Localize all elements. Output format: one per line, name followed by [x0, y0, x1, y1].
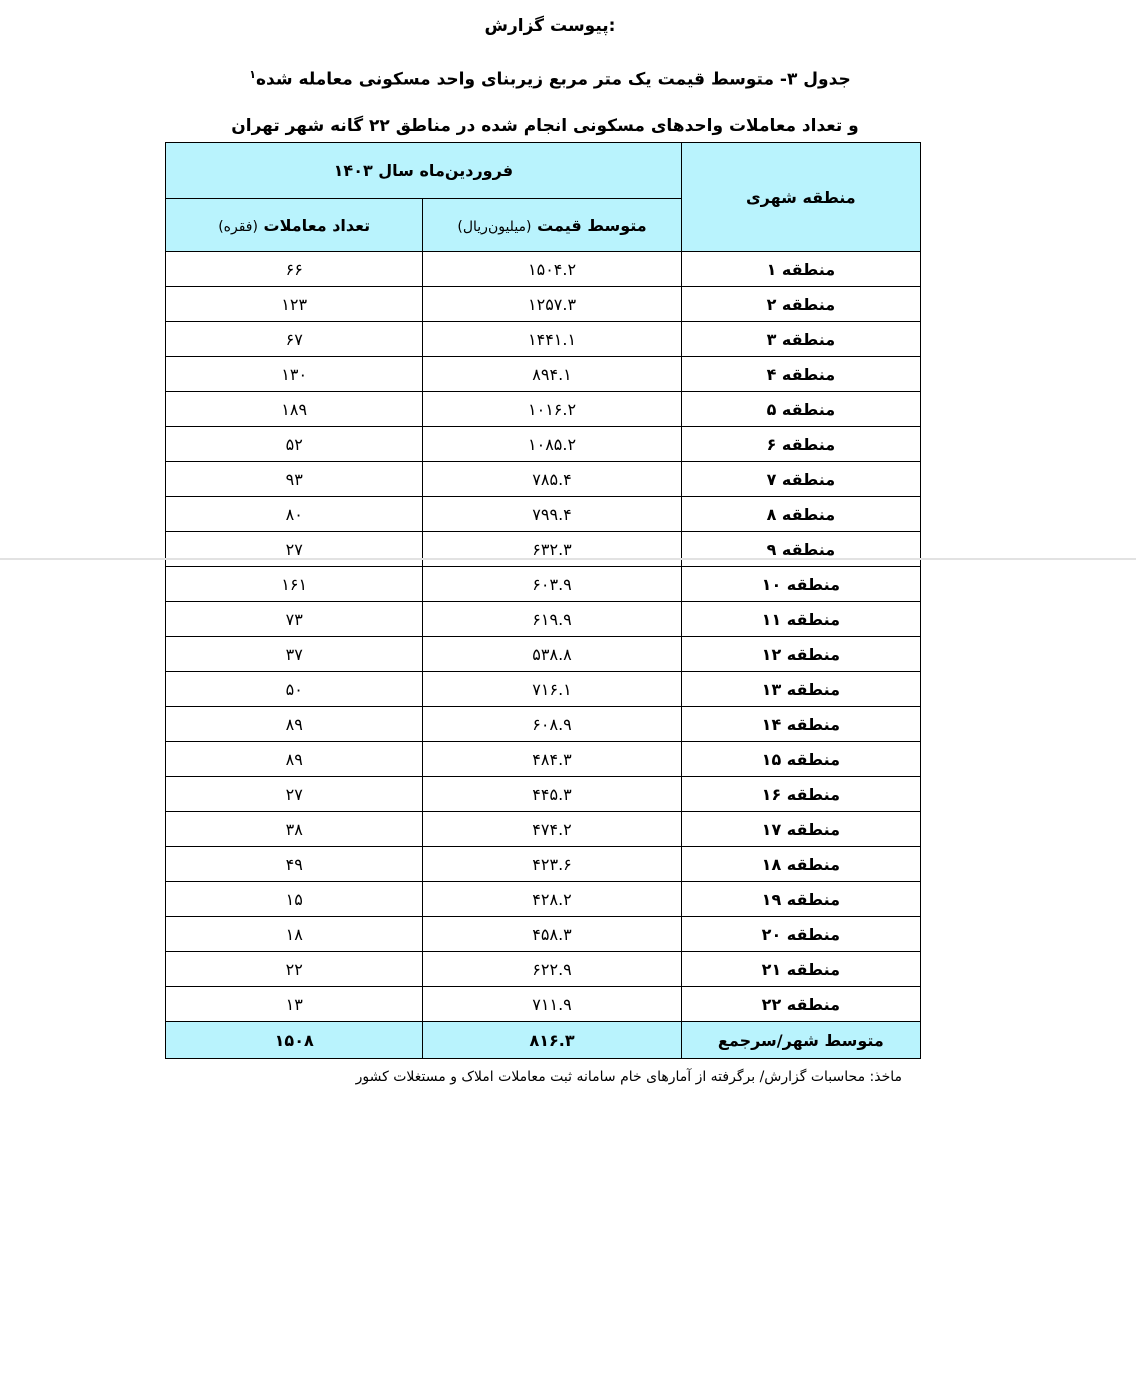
table-row: [166, 777, 921, 812]
source-note: ماخذ: محاسبات گزارش/ برگرفته از آمارهای خام سامانه ثبت معاملات املاک و مستغلات کشور: [355, 1069, 902, 1085]
price-cell: ۴۷۴.۲: [423, 812, 681, 847]
count-cell: ۶۷: [166, 322, 423, 357]
region-cell: منطقه ۲۰: [681, 917, 920, 952]
count-cell: ۲۷: [166, 532, 423, 567]
count-cell: ۱۳: [166, 987, 423, 1022]
price-cell: ۱۰۱۶.۲: [423, 392, 681, 427]
footnote-mark: ۱: [249, 68, 257, 81]
count-cell: ۷۳: [166, 602, 423, 637]
count-cell: ۵۰: [166, 672, 423, 707]
table-row: [166, 497, 921, 532]
price-cell: ۴۲۸.۲: [423, 882, 681, 917]
count-cell: ۳۸: [166, 812, 423, 847]
table-row: [166, 917, 921, 952]
total-price-cell: ۸۱۶.۳: [423, 1022, 681, 1059]
count-cell: ۴۹: [166, 847, 423, 882]
price-cell: ۶۰۳.۹: [423, 567, 681, 602]
table-row: [166, 602, 921, 637]
table-row: [166, 357, 921, 392]
title-text: جدول ۳- متوسط قیمت یک متر مربع زیربنای واحد مسکونی معامله شده: [256, 69, 851, 90]
table-row: [166, 567, 921, 602]
total-count-cell: ۱۵۰۸: [166, 1022, 423, 1059]
price-cell: ۶۰۸.۹: [423, 707, 681, 742]
region-cell: منطقه ۱۰: [681, 567, 920, 602]
header-region: منطقه شهری: [681, 143, 920, 252]
price-cell: ۱۴۴۱.۱: [423, 322, 681, 357]
price-cell: ۸۹۴.۱: [423, 357, 681, 392]
region-cell: منطقه ۴: [681, 357, 920, 392]
header-price: [423, 199, 681, 252]
price-table: [165, 142, 921, 1059]
header-count-unit: (فقره): [218, 218, 258, 235]
header-count: [166, 199, 423, 252]
appendix-heading: پیوست گزارش:: [484, 16, 616, 36]
region-cell: منطقه ۵: [681, 392, 920, 427]
count-cell: ۳۷: [166, 637, 423, 672]
table-row: [166, 427, 921, 462]
table-row: [166, 882, 921, 917]
price-cell: ۴۸۴.۳: [423, 742, 681, 777]
count-cell: ۸۹: [166, 707, 423, 742]
header-price-label: متوسط قیمت: [537, 215, 647, 235]
region-cell: منطقه ۱۱: [681, 602, 920, 637]
table-row: [166, 812, 921, 847]
region-cell: منطقه ۲۲: [681, 987, 920, 1022]
count-cell: ۸۰: [166, 497, 423, 532]
price-cell: ۴۲۳.۶: [423, 847, 681, 882]
price-cell: ۱۵۰۴.۲: [423, 252, 681, 287]
region-cell: منطقه ۱۴: [681, 707, 920, 742]
region-cell: منطقه ۱۵: [681, 742, 920, 777]
table-row: [166, 847, 921, 882]
count-cell: ۹۳: [166, 462, 423, 497]
region-cell: منطقه ۲۱: [681, 952, 920, 987]
table-row: [166, 672, 921, 707]
price-cell: ۱۰۸۵.۲: [423, 427, 681, 462]
region-cell: منطقه ۱: [681, 252, 920, 287]
header-price-unit: (میلیون‌ریال): [457, 218, 532, 235]
total-region-cell: متوسط شهر/سرجمع: [681, 1022, 920, 1059]
count-cell: ۵۲: [166, 427, 423, 462]
region-cell: منطقه ۱۷: [681, 812, 920, 847]
price-cell: ۷۸۵.۴: [423, 462, 681, 497]
table-row: [166, 952, 921, 987]
region-cell: منطقه ۶: [681, 427, 920, 462]
region-cell: منطقه ۱۸: [681, 847, 920, 882]
count-cell: ۱۵: [166, 882, 423, 917]
price-cell: ۷۱۶.۱: [423, 672, 681, 707]
page-divider: [0, 558, 1136, 560]
table-row: [166, 532, 921, 567]
table-row: [166, 987, 921, 1022]
table-row: [166, 252, 921, 287]
price-cell: ۷۹۹.۴: [423, 497, 681, 532]
table-row: [166, 742, 921, 777]
table-row: [166, 462, 921, 497]
price-cell: ۶۱۹.۹: [423, 602, 681, 637]
table-row: [166, 287, 921, 322]
region-cell: منطقه ۱۹: [681, 882, 920, 917]
table-row: [166, 707, 921, 742]
price-cell: ۶۳۲.۳: [423, 532, 681, 567]
count-cell: ۱۸۹: [166, 392, 423, 427]
price-cell: ۵۳۸.۸: [423, 637, 681, 672]
count-cell: ۲۲: [166, 952, 423, 987]
region-cell: منطقه ۲: [681, 287, 920, 322]
region-cell: منطقه ۷: [681, 462, 920, 497]
header-period: فروردین‌ماه سال ۱۴۰۳: [166, 143, 682, 199]
count-cell: ۸۹: [166, 742, 423, 777]
header-count-label: تعداد معاملات: [263, 215, 371, 235]
price-cell: ۴۵۸.۳: [423, 917, 681, 952]
count-cell: ۲۷: [166, 777, 423, 812]
region-cell: منطقه ۹: [681, 532, 920, 567]
count-cell: ۶۶: [166, 252, 423, 287]
region-cell: منطقه ۱۳: [681, 672, 920, 707]
region-cell: منطقه ۳: [681, 322, 920, 357]
table-row: [166, 637, 921, 672]
region-cell: منطقه ۸: [681, 497, 920, 532]
count-cell: ۱۲۳: [166, 287, 423, 322]
table-title-line1: [0, 68, 1100, 90]
region-cell: منطقه ۱۶: [681, 777, 920, 812]
table-title-line2: و تعداد معاملات واحدهای مسکونی انجام شده در مناطق ۲۲ گانه شهر تهران: [231, 116, 859, 136]
region-cell: منطقه ۱۲: [681, 637, 920, 672]
price-cell: ۴۴۵.۳: [423, 777, 681, 812]
table-total-row: [166, 1022, 921, 1059]
count-cell: ۱۳۰: [166, 357, 423, 392]
table-row: [166, 392, 921, 427]
count-cell: ۱۸: [166, 917, 423, 952]
price-cell: ۶۲۲.۹: [423, 952, 681, 987]
table-row: [166, 322, 921, 357]
price-cell: ۱۲۵۷.۳: [423, 287, 681, 322]
count-cell: ۱۶۱: [166, 567, 423, 602]
price-cell: ۷۱۱.۹: [423, 987, 681, 1022]
